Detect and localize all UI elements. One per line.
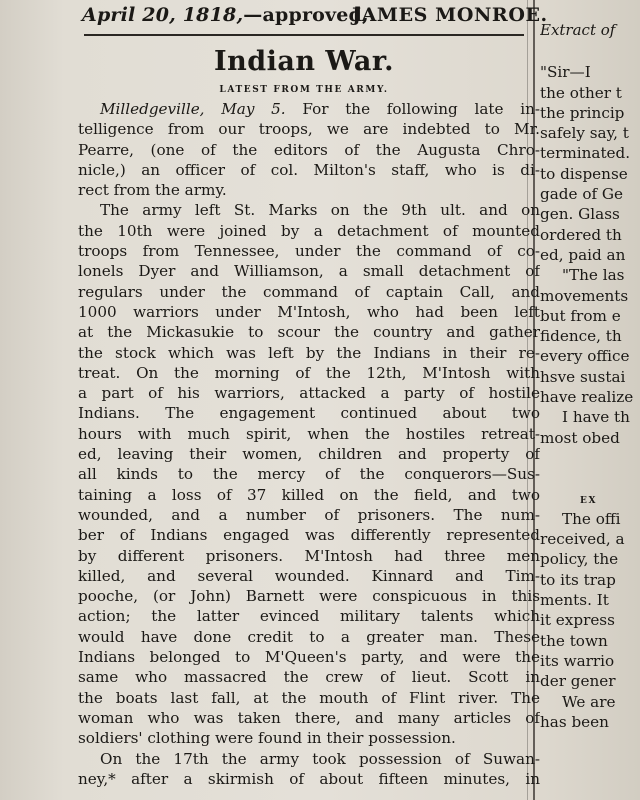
article-body xyxy=(78,99,540,789)
right-column-line: terminated. xyxy=(540,144,631,163)
right-column-title: Extract of xyxy=(540,21,616,39)
right-column-line: fidence, th xyxy=(540,327,622,346)
right-column-line: the other t xyxy=(540,83,622,102)
right-column-line: it express xyxy=(540,611,615,630)
article-line: On the 17th the army took possession of Suwan- xyxy=(100,749,540,768)
approval-date: April 20, 1818, xyxy=(82,4,244,26)
right-column-line: I have th xyxy=(562,408,630,427)
article-line: 1000 warriors under M'Intosh, who had been left xyxy=(78,302,540,321)
article-line: nicle,) an officer of col. Milton's staff, who is di- xyxy=(78,160,540,179)
right-column-line: policy, the xyxy=(540,550,619,569)
right-column-line: received, a xyxy=(540,530,625,549)
article-line: wounded, and a number of prisoners. The num- xyxy=(78,505,540,524)
article-line: Pearre, (one of the editors of the Augusta Chro- xyxy=(78,140,540,159)
right-column-line: ordered th xyxy=(540,225,622,244)
article-line: Milledgeville, May 5. For the following late in- xyxy=(100,100,540,118)
right-column-line: gade of Ge xyxy=(540,185,624,204)
right-column-line: ed, paid an xyxy=(540,245,626,264)
right-column-line: to its trap xyxy=(540,570,616,589)
article-line: The army left St. Marks on the 9th ult. and on xyxy=(100,201,540,220)
article-line: the stock which was left by the Indians in their re- xyxy=(78,343,540,362)
signer-name: JAMES MONROE. xyxy=(352,4,548,26)
right-column-line: der gener xyxy=(540,672,616,691)
article-line: would have done credit to a greater man. These xyxy=(78,627,540,646)
right-column-line: hsve sustai xyxy=(540,367,626,386)
right-column-line: ments. It xyxy=(540,591,609,610)
article-line: rect from the army. xyxy=(78,181,227,200)
article-line: troops from Tennessee, under the command of co- xyxy=(78,242,540,261)
right-column-line: the town xyxy=(540,631,608,650)
article-line: taining a loss of 37 killed on the field, and two xyxy=(78,485,540,504)
article-line: same who massacred the crew of lieut. Scott in xyxy=(78,668,540,687)
right-column-line: to dispense xyxy=(540,164,628,183)
article-line: regulars under the command of captain Call, and xyxy=(78,282,540,301)
right-column-line: "The las xyxy=(562,266,625,285)
right-column-line: "Sir—I xyxy=(540,63,591,82)
right-column-line: but from e xyxy=(540,306,621,325)
article-line: Indians. The engagement continued about two xyxy=(78,404,540,423)
right-column-line: The offi xyxy=(562,509,621,528)
right-column-line xyxy=(540,448,640,468)
right-column xyxy=(540,20,640,732)
right-column-line: gen. Glass xyxy=(540,205,620,224)
right-column-line: We are xyxy=(562,692,616,711)
approval-line xyxy=(82,4,548,26)
right-column-line: every office xyxy=(540,347,630,366)
header-rule xyxy=(84,34,524,36)
right-column-line: have realize xyxy=(540,388,634,407)
right-column-line: the princip xyxy=(540,103,625,122)
article-line: Indians belonged to M'Queen's party, and were the xyxy=(78,648,540,667)
article-subtitle: LATEST FROM THE ARMY. xyxy=(219,85,389,95)
approval-word: —approved, xyxy=(243,4,369,26)
article-line: lonels Dyer and Williamson, a small detachment of xyxy=(78,262,540,281)
right-column-line: EX xyxy=(580,495,598,506)
article-line: killed, and several wounded. Kinnard and Tim- xyxy=(78,566,540,585)
right-column-line: safely say, t xyxy=(540,124,629,143)
article-line: by different prisoners. M'Intosh had three men xyxy=(78,546,540,565)
article-line: ney,* after a skirmish of about fifteen minutes, in xyxy=(78,769,540,788)
article-line: at the Mickasukie to scour the country and gather xyxy=(78,323,540,342)
article-line: all kinds to the mercy of the conquerors—Sus- xyxy=(78,465,540,484)
right-column-line: its warrio xyxy=(540,651,615,670)
article-line: treat. On the morning of the 12th, M'Intosh with xyxy=(78,363,540,382)
article-line: the boats last fall, at the mouth of Flint river. The xyxy=(78,688,540,707)
right-column-line: most obed xyxy=(540,428,620,447)
article-title: Indian War. xyxy=(213,46,395,77)
article-line: telligence from our troops, we are indebted to Mr. xyxy=(78,120,540,139)
right-column-line: movements xyxy=(540,286,629,305)
article-line: the 10th were joined by a detachment of mounted xyxy=(78,221,540,240)
article-line: hours with much spirit, when the hostiles retreat- xyxy=(78,424,540,443)
article-line: ed, leaving their women, children and property of xyxy=(78,445,540,464)
article-line: a part of his warriors, attacked a party of hostile xyxy=(78,384,540,403)
right-column-line xyxy=(540,468,640,488)
right-column-line: has been xyxy=(540,712,609,731)
right-column-line xyxy=(540,42,640,62)
article-line: action; the latter evinced military talents which xyxy=(78,607,540,626)
article-line: pooche, (or John) Barnett were conspicuous in this xyxy=(78,587,540,606)
article-line: ber of Indians engaged was differently represented xyxy=(78,526,540,545)
article-line: soldiers' clothing were found in their possession. xyxy=(78,729,456,748)
article-line: woman who was taken there, and many articles of xyxy=(78,708,540,727)
